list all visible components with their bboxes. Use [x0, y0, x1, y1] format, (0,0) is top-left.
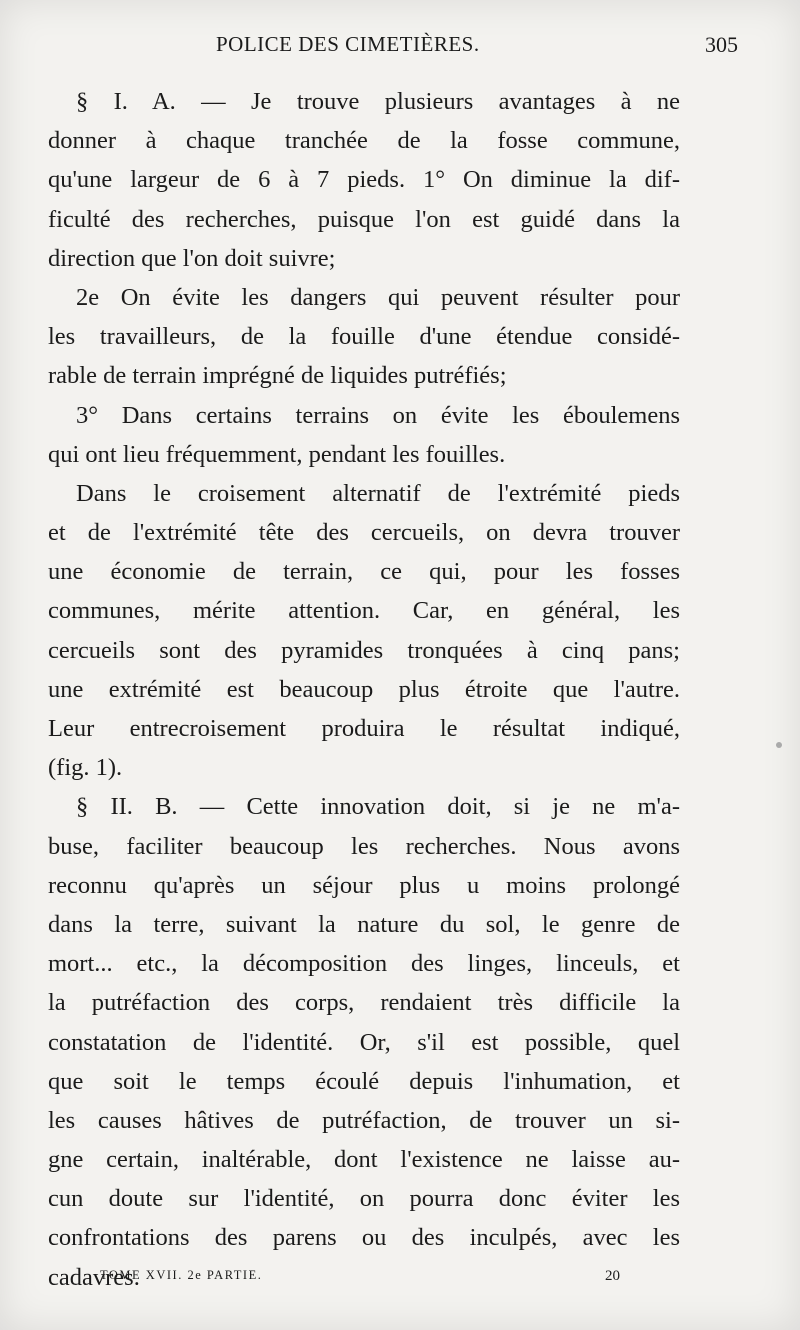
- text-line: qu'une largeur de 6 à 7 pieds. 1° On diminue la dif-: [48, 166, 680, 194]
- text-line: buse, faciliter beaucoup les recherches. Nous avons: [48, 832, 680, 860]
- body-text: [48, 82, 680, 1297]
- text-line: dans la terre, suivant la nature du sol, le genre de: [48, 910, 680, 938]
- text-line: § II. B. — Cette innovation doit, si je ne m'a-: [76, 793, 680, 821]
- text-line: les causes hâtives de putréfaction, de trouver un si-: [48, 1106, 680, 1134]
- running-title: POLICE DES CIMETIÈRES.: [216, 32, 480, 56]
- text-line: Dans le croisement alternatif de l'extrémité pieds: [76, 479, 680, 507]
- sheet-number: 20: [605, 1268, 620, 1284]
- text-line: mort... etc., la décomposition des linges, linceuls, et: [48, 950, 680, 978]
- text-line: et de l'extrémité tête des cercueils, on devra trouver: [48, 519, 680, 547]
- text-line: Leur entrecroisement produira le résultat indiqué,: [48, 715, 680, 742]
- running-head: [48, 32, 738, 72]
- text-line: direction que l'on doit suivre;: [48, 244, 336, 272]
- page-number: 305: [705, 32, 738, 57]
- text-line: communes, mérite attention. Car, en général, les: [48, 597, 680, 625]
- text-line: gne certain, inaltérable, dont l'existence ne laisse au-: [48, 1146, 680, 1174]
- text-line: une économie de terrain, ce qui, pour les fosses: [48, 558, 680, 586]
- page-footer: [100, 1268, 620, 1292]
- text-line: donner à chaque tranchée de la fosse commune,: [48, 127, 680, 155]
- text-line: (fig. 1).: [48, 754, 123, 782]
- text-line: cadavres.: [48, 1263, 140, 1291]
- text-line: confrontations des parens ou des inculpés, avec les: [48, 1224, 680, 1252]
- text-line: § I. A. — Je trouve plusieurs avantages à ne: [76, 88, 680, 115]
- text-line: la putréfaction des corps, rendaient très difficile la: [48, 989, 680, 1017]
- text-line: ficulté des recherches, puisque l'on est guidé dans la: [48, 205, 680, 233]
- text-line: rable de terrain imprégné de liquides putréfiés;: [48, 362, 507, 390]
- text-line: 3° Dans certains terrains on évite les éboulemens: [76, 401, 680, 429]
- text-line: que soit le temps écoulé depuis l'inhumation, et: [48, 1067, 680, 1095]
- text-line: cun doute sur l'identité, on pourra donc éviter les: [48, 1185, 680, 1213]
- ink-speck: [776, 742, 782, 748]
- text-line: 2e On évite les dangers qui peuvent résulter pour: [76, 283, 680, 311]
- text-line: qui ont lieu fréquemment, pendant les fouilles.: [48, 440, 506, 468]
- text-line: reconnu qu'après un séjour plus u moins prolongé: [48, 871, 680, 899]
- text-line: une extrémité est beaucoup plus étroite que l'autre.: [48, 675, 680, 703]
- text-line: les travailleurs, de la fouille d'une étendue considé-: [48, 323, 680, 351]
- text-line: cercueils sont des pyramides tronquées à cinq pans;: [48, 636, 680, 664]
- signature-mark: TOME XVII. 2e PARTIE.: [100, 1268, 263, 1282]
- text-line: constatation de l'identité. Or, s'il est possible, quel: [48, 1028, 680, 1056]
